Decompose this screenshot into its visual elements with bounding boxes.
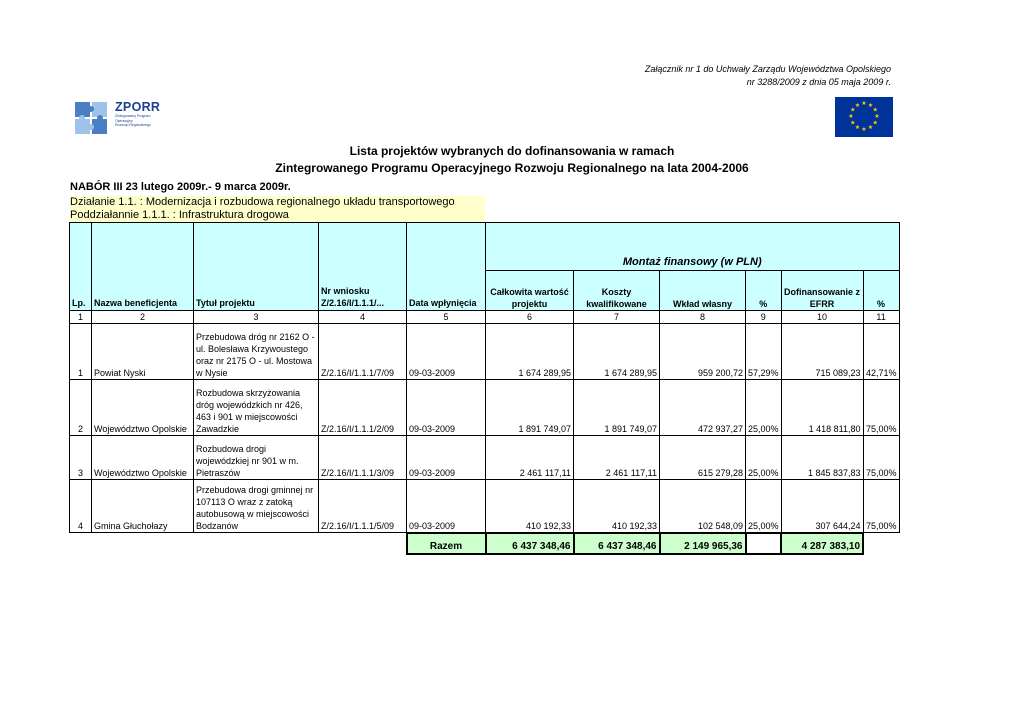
row-efrr: 715 089,23 xyxy=(781,324,863,380)
page-title-line-2: Zintegrowanego Programu Operacyjnego Rozwoju Regionalnego na lata 2004-2006 xyxy=(275,161,749,175)
poddzialanie-label: Poddziałannie 1.1.1. : Infrastruktura drogowa xyxy=(70,209,485,222)
row-tytul: Przebudowa dróg nr 2162 O - ul. Bolesława Krzywoustego oraz nr 2175 O - ul. Mostowa w Nysie xyxy=(194,324,319,380)
row-data: 09-03-2009 xyxy=(407,380,486,436)
nabor-label: NABÓR III 23 lutego 2009r.- 9 marca 2009r. xyxy=(70,181,291,193)
col-number: 8 xyxy=(660,311,746,324)
svg-text:★: ★ xyxy=(848,113,854,120)
row-proc-2: 75,00% xyxy=(863,436,899,480)
row-lp: 2 xyxy=(70,380,92,436)
row-lp: 3 xyxy=(70,436,92,480)
totals-spacer xyxy=(70,533,407,554)
svg-text:★: ★ xyxy=(854,124,861,132)
col-number: 4 xyxy=(319,311,407,324)
row-beneficjent: Gmina Głuchołazy xyxy=(92,480,194,533)
col-number: 11 xyxy=(863,311,899,324)
annex-line-1: Załącznik nr 1 do Uchwały Zarządu Województwa Opolskiego xyxy=(644,64,891,74)
row-beneficjent: Powiat Nyski xyxy=(92,324,194,380)
header-nr-cell xyxy=(319,223,407,311)
row-calkowita: 410 192,33 xyxy=(486,480,574,533)
totals-efrr: 4 287 383,10 xyxy=(781,533,863,554)
annex-line-2: nr 3288/2009 z dnia 05 maja 2009 r. xyxy=(746,77,891,87)
logo-sub-3: Rozwoju Regionalnego xyxy=(115,123,151,127)
row-proc-2: 42,71% xyxy=(863,324,899,380)
row-wklad: 472 937,27 xyxy=(660,380,746,436)
row-beneficjent: Województwo Opolskie xyxy=(92,380,194,436)
header-wklad: Wkład własny xyxy=(660,271,746,311)
table-row xyxy=(70,324,900,380)
header-nr-wniosku-1: Nr wniosku xyxy=(321,286,370,296)
row-nr-wniosku: Z/2.16/I/1.1.1/2/09 xyxy=(319,380,407,436)
header-koszty: Koszty kwalifikowane xyxy=(574,271,660,311)
table-row xyxy=(70,480,900,533)
header-dofinansowanie: Dofinansowanie z EFRR xyxy=(781,271,863,311)
row-proc-1: 25,00% xyxy=(746,480,782,533)
totals-proc-1 xyxy=(746,533,782,554)
row-kwalifikowane: 1 674 289,95 xyxy=(574,324,660,380)
row-proc-1: 25,00% xyxy=(746,436,782,480)
row-proc-2: 75,00% xyxy=(863,480,899,533)
column-numbers-row xyxy=(70,311,900,324)
svg-text:★: ★ xyxy=(872,106,878,114)
logo-sub-2: Operacyjny xyxy=(115,118,133,123)
header-tytul: Tytuł projektu xyxy=(196,298,255,308)
svg-text:★: ★ xyxy=(867,124,874,132)
table-row xyxy=(70,436,900,480)
col-number: 10 xyxy=(781,311,863,324)
row-efrr: 1 845 837,83 xyxy=(781,436,863,480)
header-proc-2: % xyxy=(863,271,899,311)
row-nr-wniosku: Z/2.16/I/1.1.1/7/09 xyxy=(319,324,407,380)
header-beneficjent: Nazwa beneficjenta xyxy=(94,298,178,308)
col-number: 7 xyxy=(574,311,660,324)
row-lp: 4 xyxy=(70,480,92,533)
svg-text:★: ★ xyxy=(872,119,878,127)
zporr-puzzle-icon xyxy=(73,100,111,136)
header-proc-1: % xyxy=(746,271,782,311)
row-lp: 1 xyxy=(70,324,92,380)
row-wklad: 615 279,28 xyxy=(660,436,746,480)
svg-text:★: ★ xyxy=(861,100,867,107)
header-lp: Lp. xyxy=(72,298,86,308)
totals-label: Razem xyxy=(407,533,486,554)
svg-text:★: ★ xyxy=(874,113,880,120)
totals-calkowita: 6 437 348,46 xyxy=(486,533,574,554)
col-number: 5 xyxy=(407,311,486,324)
row-beneficjent: Województwo Opolskie xyxy=(92,436,194,480)
row-proc-1: 57,29% xyxy=(746,324,782,380)
dzialanie-label: Działanie 1.1. : Modernizacja i rozbudowa regionalnego układu transportowego xyxy=(70,196,485,209)
row-kwalifikowane: 2 461 117,11 xyxy=(574,436,660,480)
row-data: 09-03-2009 xyxy=(407,436,486,480)
totals-wklad: 2 149 965,36 xyxy=(660,533,746,554)
row-kwalifikowane: 1 891 749,07 xyxy=(574,380,660,436)
table-row xyxy=(70,380,900,436)
header-calkowita: Całkowita wartość projektu xyxy=(486,271,574,311)
svg-text:★: ★ xyxy=(850,106,856,114)
row-calkowita: 1 891 749,07 xyxy=(486,380,574,436)
totals-proc-2 xyxy=(863,533,899,554)
row-tytul: Rozbudowa drogi wojewódzkiej nr 901 w m. Pietraszów xyxy=(194,436,319,480)
col-number: 9 xyxy=(746,311,782,324)
logo-name: ZPORR xyxy=(115,100,161,114)
header-tytul-cell xyxy=(194,223,319,311)
svg-text:★: ★ xyxy=(854,101,861,109)
row-calkowita: 2 461 117,11 xyxy=(486,436,574,480)
row-efrr: 1 418 811,80 xyxy=(781,380,863,436)
montaz-header: Montaż finansowy (w PLN) xyxy=(486,223,900,271)
svg-text:★: ★ xyxy=(861,126,867,133)
header-row-top xyxy=(70,223,900,271)
row-data: 09-03-2009 xyxy=(407,324,486,380)
header-data: Data wpłynięcia xyxy=(409,298,477,308)
projects-table xyxy=(69,222,900,555)
logo-sub-1: Zintegrowany Program xyxy=(115,114,151,118)
row-tytul: Rozbudowa skrzyżowania dróg wojewódzkich nr 426, 463 i 901 w miejscowości Zawadzkie xyxy=(194,380,319,436)
col-number: 2 xyxy=(92,311,194,324)
header-lp-cell xyxy=(70,223,92,311)
row-tytul: Przebudowa drogi gminnej nr 107113 O wraz z zatoką autobusową w miejscowości Bodzanów xyxy=(194,480,319,533)
annex-note xyxy=(645,63,891,89)
header-beneficjent-cell xyxy=(92,223,194,311)
row-data: 09-03-2009 xyxy=(407,480,486,533)
svg-text:★: ★ xyxy=(850,119,856,127)
page-title-line-1: Lista projektów wybranych do dofinansowania w ramach xyxy=(349,144,675,158)
totals-kwalifikowane: 6 437 348,46 xyxy=(574,533,660,554)
row-calkowita: 1 674 289,95 xyxy=(486,324,574,380)
header-data-cell xyxy=(407,223,486,311)
row-nr-wniosku: Z/2.16/I/1.1.1/3/09 xyxy=(319,436,407,480)
row-nr-wniosku: Z/2.16/I/1.1.1/5/09 xyxy=(319,480,407,533)
col-number: 1 xyxy=(70,311,92,324)
row-proc-2: 75,00% xyxy=(863,380,899,436)
zporr-logo xyxy=(73,100,173,136)
row-wklad: 102 548,09 xyxy=(660,480,746,533)
row-kwalifikowane: 410 192,33 xyxy=(574,480,660,533)
row-efrr: 307 644,24 xyxy=(781,480,863,533)
svg-text:★: ★ xyxy=(867,101,874,109)
eu-flag-icon xyxy=(835,97,893,137)
col-number: 3 xyxy=(194,311,319,324)
col-number: 6 xyxy=(486,311,574,324)
row-wklad: 959 200,72 xyxy=(660,324,746,380)
totals-row xyxy=(70,533,900,554)
header-nr-wniosku-2: Z/2.16/I/1.1.1/... xyxy=(321,298,385,308)
row-proc-1: 25,00% xyxy=(746,380,782,436)
